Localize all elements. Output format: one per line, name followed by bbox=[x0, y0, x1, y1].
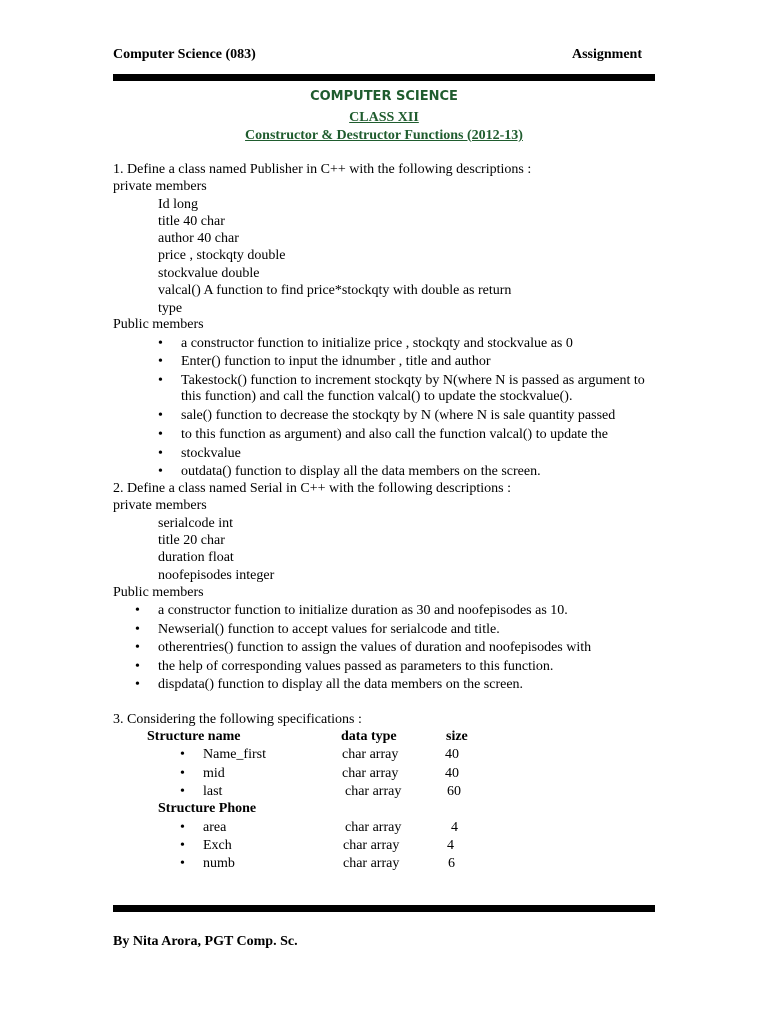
q1-private-item: price , stockqty double bbox=[158, 248, 286, 263]
q3-struct1-row-name: • mid bbox=[203, 765, 225, 782]
q3-struct2-row-type: char array bbox=[343, 856, 400, 871]
q3-struct1-row-type: char array bbox=[345, 784, 402, 799]
q1-public-item: • outdata() function to display all the data members on the screen. bbox=[181, 463, 541, 480]
q1-public-item: • a constructor function to initialize price , stockqty and stockvalue as 0 bbox=[181, 335, 573, 352]
q2-public-item: • the help of corresponding values passed as parameters to this function. bbox=[158, 658, 553, 675]
q2-intro: 2. Define a class named Serial in C++ with the following descriptions : bbox=[113, 481, 511, 496]
footer-author: By Nita Arora, PGT Comp. Sc. bbox=[113, 934, 298, 949]
q2-private-label: private members bbox=[113, 498, 207, 513]
q1-private-item: author 40 char bbox=[158, 231, 239, 246]
q2-public-item: • otherentries() function to assign the values of duration and noofepisodes with bbox=[158, 639, 591, 656]
q2-public-item: • dispdata() function to display all the data members on the screen. bbox=[158, 676, 523, 693]
q3-struct2-row-type: char array bbox=[343, 838, 400, 853]
q3-struct2-row-type: char array bbox=[345, 820, 402, 835]
q1-public-item: • Takestock() function to increment stockqty by N(where N is passed as argument to bbox=[181, 372, 645, 389]
q1-private-label: private members bbox=[113, 179, 207, 194]
q2-public-item: • a constructor function to initialize duration as 30 and noofepisodes as 10. bbox=[158, 602, 568, 619]
q2-public-item: • Newserial() function to accept values for serialcode and title. bbox=[158, 621, 500, 638]
q1-public-item: • to this function as argument) and also call the function valcal() to update the bbox=[181, 426, 608, 443]
q3-struct2-row-name: • Exch bbox=[203, 837, 232, 854]
q3-struct2-row-size: 6 bbox=[448, 856, 455, 871]
q1-private-item: stockvalue double bbox=[158, 266, 260, 281]
q3-struct1-row-size: 60 bbox=[447, 784, 461, 799]
q1-private-item: Id long bbox=[158, 197, 199, 212]
footer-rule bbox=[113, 905, 655, 912]
q3-struct1-row-type: char array bbox=[342, 766, 399, 781]
q2-private-item: duration float bbox=[158, 550, 234, 565]
q2-private-item: noofepisodes integer bbox=[158, 568, 275, 583]
q1-private-item: title 40 char bbox=[158, 214, 225, 229]
q3-header-size: size bbox=[446, 729, 468, 744]
q3-struct2-row-size: 4 bbox=[447, 838, 454, 853]
q3-struct1-row-type: char array bbox=[342, 747, 399, 762]
header-assignment: Assignment bbox=[572, 47, 643, 62]
q3-header-type: data type bbox=[341, 729, 397, 744]
q2-public-label: Public members bbox=[113, 585, 204, 600]
q1-public-item: • Enter() function to input the idnumber , title and author bbox=[181, 353, 490, 370]
q3-struct1-row-size: 40 bbox=[445, 766, 459, 781]
q1-public-label: Public members bbox=[113, 317, 204, 332]
q1-intro: 1. Define a class named Publisher in C++ with the following descriptions : bbox=[113, 162, 532, 177]
q3-intro: 3. Considering the following specifications : bbox=[113, 712, 362, 727]
q1-public-item: • stockvalue bbox=[181, 445, 241, 462]
header-rule bbox=[113, 74, 655, 81]
title-line3: Constructor & Destructor Functions (2012-13) bbox=[245, 128, 523, 143]
q1-private-item: valcal() A function to find price*stockqty with double as return bbox=[158, 283, 512, 298]
q3-struct1-row-name: • last bbox=[203, 783, 222, 800]
q3-struct2-row-name: • numb bbox=[203, 855, 235, 872]
q3-struct2-row-name: • area bbox=[203, 819, 226, 836]
q2-private-item: title 20 char bbox=[158, 533, 225, 548]
q3-struct1-row-name: • Name_first bbox=[203, 746, 266, 763]
title-line2: CLASS XII bbox=[349, 110, 419, 125]
header-subject: Computer Science (083) bbox=[113, 47, 256, 62]
q3-struct2-label: Structure Phone bbox=[158, 801, 257, 816]
q3-struct2-row-size: 4 bbox=[451, 820, 458, 835]
q2-private-item: serialcode int bbox=[158, 516, 234, 531]
q1-public-item: • sale() function to decrease the stockqty by N (where N is sale quantity passed bbox=[181, 407, 615, 424]
q1-private-item: type bbox=[158, 301, 183, 316]
q1-public-item-continued: this function) and call the function valcal() to update the stockvalue(). bbox=[181, 389, 573, 404]
title-line1: COMPUTER SCIENCE bbox=[310, 89, 458, 104]
q3-struct1-row-size: 40 bbox=[445, 747, 459, 762]
q3-header-name: Structure name bbox=[147, 729, 241, 744]
